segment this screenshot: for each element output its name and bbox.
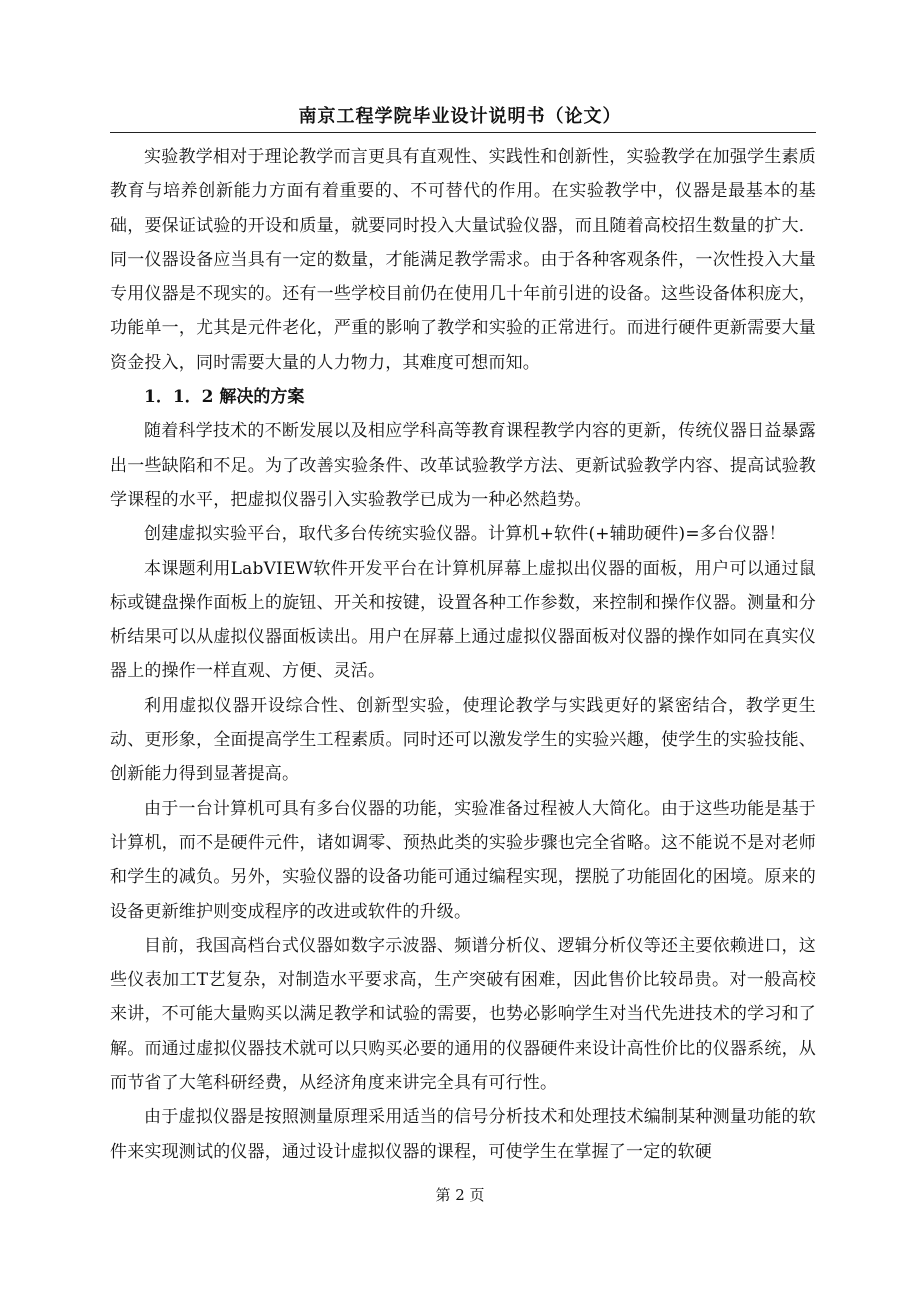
page-number: 第 2 页 — [435, 1186, 485, 1204]
paragraph-principle: 由于虚拟仪器是按照测量原理采用适当的信号分析技术和处理技术编制某种测量功能的软件来实现测试的仪器，通过设计虚拟仪器的课程，可使学生在掌握了一定的软硬 — [110, 1107, 816, 1162]
paragraph-simplification: 由于一台计算机可具有多台仪器的功能，实验准备过程被人大简化。由于这些功能是基于计算机，而不是硬件元件，诸如调零、预热此类的实验步骤也完全省略。这不能说不是对老师和学生的减负。另外，实验仪器的设备功能可通过编程实现，摆脱了功能固化的困境。原来的设备更新维护则变成程序的改进或软件的升级。 — [110, 798, 816, 922]
paragraph-platform: 创建虚拟实验平台，取代多台传统实验仪器。计算机+软件(+辅助硬件)=多台仪器！ — [144, 524, 786, 545]
paragraph-trend: 随着科学技术的不断发展以及相应学科高等教育课程教学内容的更新，传统仪器日益暴露出一些缺陷和不足。为了改善实验条件、改革试验教学方法、更新试验教学内容、提高试验教学课程的水平，把虚拟仪器引入实验教学已成为一种必然趋势。 — [110, 421, 816, 510]
paragraph-labview: 本课题利用LabVIEW软件开发平台在计算机屏幕上虚拟出仪器的面板，用户可以通过鼠标或键盘操作面板上的旋钮、开关和按键，设置各种工作参数，来控制和操作仪器。测量和分析结果可以从虚拟仪器面板读出。用户在屏幕上通过虚拟仪器面板对仪器的操作如同在真实仪器上的操作一样直观、方便、灵活。 — [110, 558, 816, 682]
paragraph-problem: 实验教学相对于理论教学而言更具有直观性、实践性和创新性，实验教学在加强学生素质教育与培养创新能力方面有着重要的、不可替代的作用。在实验教学中，仪器是最基本的基础，要保证试验的开设和质量，就要同时投入大量试验仪器，而且随着高校招生数量的扩大．同一仪器设备应当具有一定的数量，才能满足教学需求。由于各种客观条件，一次性投入大量专用仪器是不现实的。还有一些学校目前仍在使用几十年前引进的设备。这些设备体积庞大，功能单一，尤其是元件老化，严重的影响了教学和实验的正常进行。而进行硬件更新需要大量资金投入，同时需要大量的人力物力，其难度可想而知。 — [110, 147, 816, 373]
paragraph-cost: 目前，我国高档台式仪器如数字示波器、频谱分析仪、逻辑分析仪等还主要依赖进口，这些仪表加工T艺复杂，对制造水平要求高，生产突破有困难，因此售价比较昂贵。对一般高校来讲，不可能大量购买以满足教学和试验的需要，也势必影响学生对当代先进技术的学习和了解。而通过虚拟仪器技术就可以只购买必要的通用的仪器硬件来设计高性价比的仪器系统，从而节省了大笔科研经费，从经济角度来讲完全具有可行性。 — [110, 935, 816, 1094]
header-divider — [110, 132, 816, 133]
paragraph-comprehensive: 利用虚拟仪器开设综合性、创新型实验，使理论教学与实践更好的紧密结合，教学更生动、更形象，全面提高学生工程素质。同时还可以激发学生的实验兴趣，使学生的实验技能、创新能力得到显著提高。 — [110, 695, 816, 785]
page-header-title: 南京工程学院毕业设计说明书（论文） — [298, 106, 622, 127]
section-heading-solution: 1．1．2 解决的方案 — [144, 387, 305, 408]
body-text — [110, 140, 816, 1169]
